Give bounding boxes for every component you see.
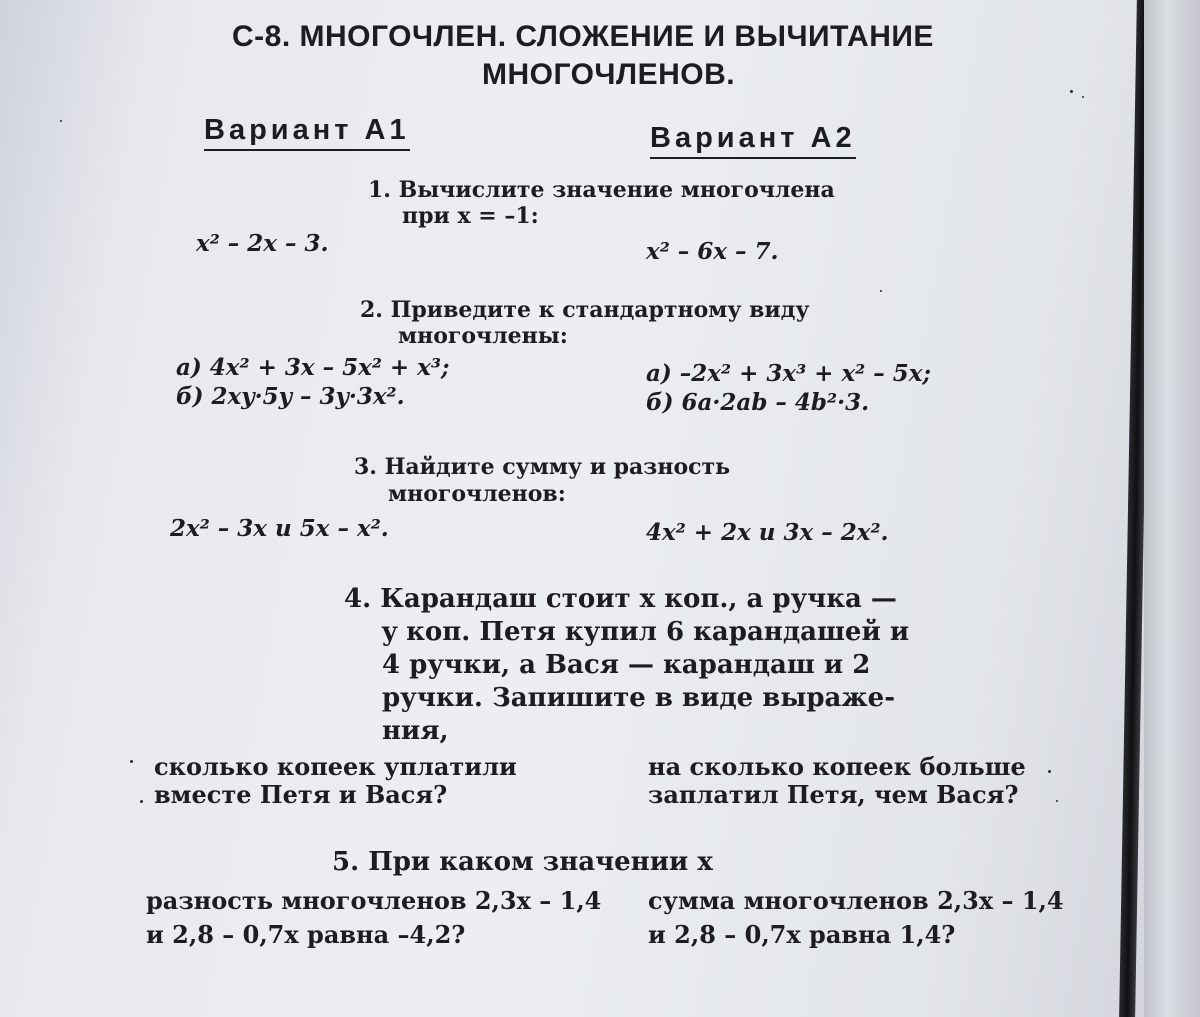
task2-question-line2: многочлены: — [398, 323, 568, 349]
task1-variant-a2-expression: x² – 6x – 7. — [646, 238, 779, 265]
task5-variant-a2-line1: сумма многочленов 2,3x – 1,4 — [648, 886, 1064, 915]
task1-question-line2: при x = –1: — [402, 203, 539, 229]
task2-variant-a1-part-a: а) 4x² + 3x – 5x² + x³; — [176, 354, 450, 381]
task4-variant-a2-line2: заплатил Петя, чем Вася? — [648, 780, 1019, 809]
task3-question-line1: 3. Найдите сумму и разность — [354, 454, 731, 480]
print-speck — [1070, 90, 1073, 93]
print-speck — [1048, 770, 1051, 773]
task4-variant-a2-line1: на сколько копеек больше — [648, 752, 1026, 781]
task4-question-line2: y коп. Петя купил 6 карандашей и — [382, 617, 910, 647]
task1-variant-a1-expression: x² – 2x – 3. — [196, 230, 329, 257]
task4-question-line1: 4. Карандаш стоит x коп., а ручка — — [344, 584, 897, 614]
task5-variant-a1-line2: и 2,8 – 0,7x равна –4,2? — [146, 920, 466, 949]
task5-variant-a1-line1: разность многочленов 2,3x – 1,4 — [146, 886, 602, 915]
task2-variant-a2-part-a: а) –2x² + 3x³ + x² – 5x; — [646, 360, 931, 387]
task4-question-line4: ручки. Запишите в виде выраже- — [382, 683, 895, 713]
print-speck — [140, 800, 143, 803]
task1-question-line1: 1. Вычислите значение многочлена — [368, 177, 835, 203]
variant-a1-heading: Вариант А1 — [204, 114, 410, 151]
task5-question: 5. При каком значении x — [332, 847, 713, 877]
task3-variant-a2-expression: 4x² + 2x и 3x – 2x². — [646, 519, 889, 546]
task4-question-line3: 4 ручки, а Вася — карандаш и 2 — [382, 650, 871, 680]
task5-variant-a2-line2: и 2,8 – 0,7x равна 1,4? — [648, 920, 956, 949]
task4-variant-a1-line2: вместе Петя и Вася? — [154, 780, 448, 809]
task2-variant-a2-part-b: б) 6a·2ab – 4b²·3. — [646, 389, 870, 416]
print-speck — [1082, 96, 1084, 98]
task2-question-line1: 2. Приведите к стандартному виду — [360, 297, 810, 323]
page-margin-right — [1144, 0, 1200, 1017]
print-speck — [130, 760, 133, 763]
task4-variant-a1-line1: сколько копеек уплатили — [154, 752, 517, 781]
task3-question-line2: многочленов: — [388, 481, 566, 507]
task3-variant-a1-expression: 2x² – 3x и 5x – x². — [170, 515, 389, 542]
page-title-line1: С-8. МНОГОЧЛЕН. СЛОЖЕНИЕ И ВЫЧИТАНИЕ — [232, 20, 934, 53]
print-speck — [60, 120, 62, 122]
print-speck — [880, 290, 882, 292]
print-speck — [1056, 800, 1058, 802]
page-title-line2: МНОГОЧЛЕНОВ. — [482, 58, 736, 91]
variant-a2-heading: Вариант А2 — [650, 122, 856, 159]
task4-question-line5: ния, — [382, 716, 449, 746]
task2-variant-a1-part-b: б) 2xy·5y – 3y·3x². — [176, 383, 405, 410]
